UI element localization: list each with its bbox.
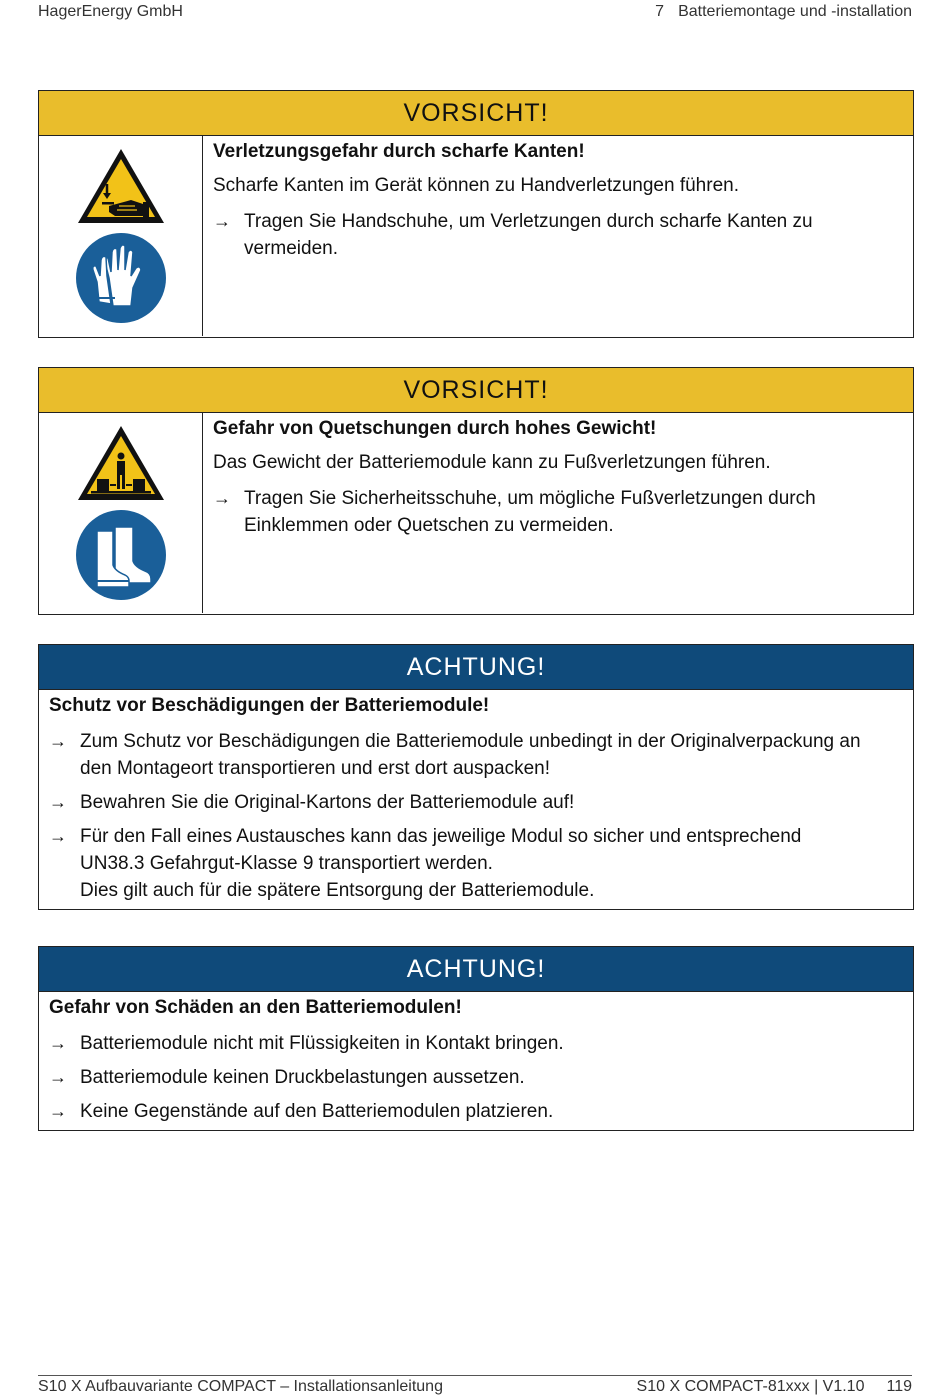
notice-title: VORSICHT! <box>39 91 913 136</box>
notice-description: Das Gewicht der Batteriemodule kann zu Fußverletzungen führen. <box>213 452 771 473</box>
arrow-icon: → <box>213 488 231 508</box>
arrow-icon: → <box>49 1067 67 1087</box>
notice-heading: Verletzungsgefahr durch scharfe Kanten! <box>213 141 585 162</box>
footer-meta <box>637 1378 912 1396</box>
arrow-icon: → <box>49 1033 67 1053</box>
instruction-step <box>49 728 903 782</box>
notice-content <box>203 136 913 336</box>
instruction-step <box>49 1098 903 1125</box>
notice-box-module-damage-protection <box>38 644 914 910</box>
footer-divider <box>38 1375 912 1376</box>
footer-doc-id: S10 X COMPACT-81xxx | V1.10 <box>636 1378 865 1395</box>
header-chapter <box>655 3 912 21</box>
instruction-step <box>49 823 903 904</box>
instruction-step <box>49 1030 903 1057</box>
step-line: Batteriemodule nicht mit Flüssigkeiten in Kontakt bringen. <box>80 1033 564 1054</box>
step-line: Tragen Sie Sicherheitsschuhe, um mögliche Fußverletzungen durch <box>244 488 816 509</box>
notice-title: ACHTUNG! <box>39 947 913 992</box>
arrow-icon: → <box>49 731 67 751</box>
notice-content <box>203 413 913 613</box>
notice-content <box>39 690 913 917</box>
step-line: Einklemmen oder Quetschen zu vermeiden. <box>244 515 614 536</box>
notice-box-module-damage-risk <box>38 946 914 1131</box>
notice-heading: Gefahr von Schäden an den Batteriemodulen! <box>49 997 462 1018</box>
step-line: Keine Gegenstände auf den Batteriemodulen platzieren. <box>80 1101 554 1122</box>
step-line: Tragen Sie Handschuhe, um Verletzungen durch scharfe Kanten zu <box>244 211 813 232</box>
notice-heading: Schutz vor Beschädigungen der Batteriemodule! <box>49 695 490 716</box>
arrow-icon: → <box>213 211 231 231</box>
body-crush-warning-icon <box>75 423 167 503</box>
step-line: UN38.3 Gefahrgut-Klasse 9 transportiert werden. <box>80 853 493 874</box>
notice-description: Scharfe Kanten im Gerät können zu Handverletzungen führen. <box>213 175 739 196</box>
notice-heading: Gefahr von Quetschungen durch hohes Gewicht! <box>213 418 657 439</box>
wear-safety-boots-icon <box>75 509 167 601</box>
step-line: Bewahren Sie die Original-Kartons der Batteriemodule auf! <box>80 792 575 813</box>
instruction-step <box>213 208 903 262</box>
notice-title: ACHTUNG! <box>39 645 913 690</box>
step-line: Dies gilt auch für die spätere Entsorgung der Batteriemodule. <box>80 880 595 901</box>
hand-crush-warning-icon <box>75 146 167 226</box>
chapter-title: Batteriemontage und -installation <box>678 3 912 20</box>
arrow-icon: → <box>49 1101 67 1121</box>
notice-content <box>39 992 913 1138</box>
icon-column <box>39 136 203 336</box>
footer-document-title: S10 X Aufbauvariante COMPACT – Installationsanleitung <box>38 1378 443 1395</box>
header-company: HagerEnergy GmbH <box>38 3 183 20</box>
caution-box-sharp-edges <box>38 90 914 338</box>
step-line: Zum Schutz vor Beschädigungen die Batteriemodule unbedingt in der Originalverpackung an <box>80 731 861 752</box>
step-line: den Montageort transportieren und erst dort auspacken! <box>80 758 551 779</box>
step-line: Batteriemodule keinen Druckbelastungen aussetzen. <box>80 1067 525 1088</box>
step-line: vermeiden. <box>244 238 338 259</box>
arrow-icon: → <box>49 792 67 812</box>
caution-box-heavy-weight <box>38 367 914 615</box>
instruction-step <box>49 789 903 816</box>
page-number: 119 <box>886 1378 912 1395</box>
arrow-icon: → <box>49 826 67 846</box>
icon-column <box>39 413 203 613</box>
instruction-step <box>49 1064 903 1091</box>
step-line: Für den Fall eines Austausches kann das jeweilige Modul so sicher und entsprechend <box>80 826 802 847</box>
wear-gloves-icon <box>75 232 167 324</box>
notice-title: VORSICHT! <box>39 368 913 413</box>
instruction-step <box>213 485 903 539</box>
chapter-number: 7 <box>655 3 665 20</box>
